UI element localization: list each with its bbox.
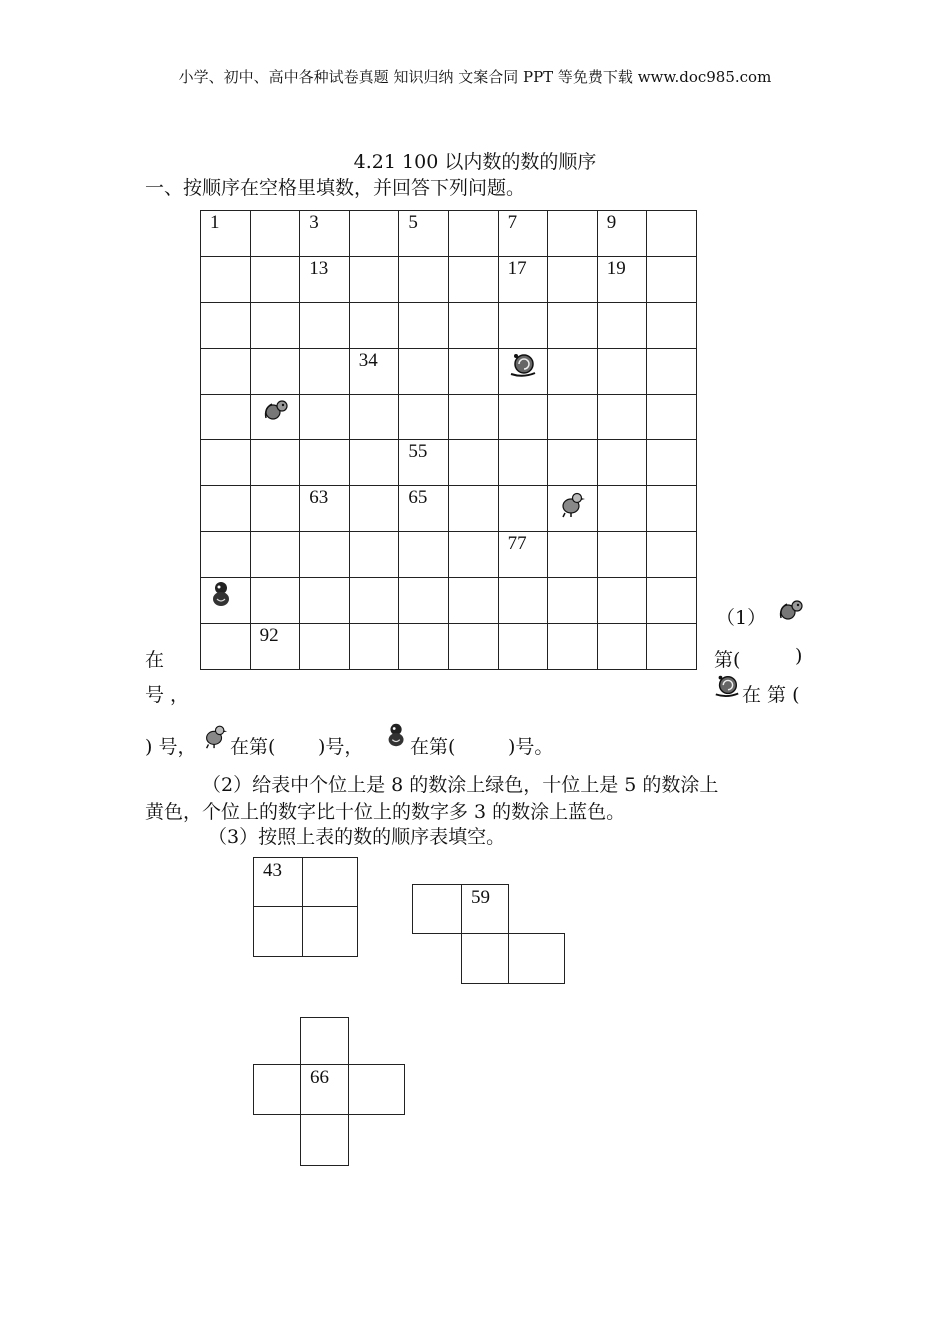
monkey-icon	[262, 396, 292, 426]
grid-cell	[548, 348, 598, 394]
grid-cell	[201, 624, 251, 670]
grid-cell	[647, 256, 697, 302]
grid-cell	[498, 486, 548, 532]
grid-cell	[448, 302, 498, 348]
grid-cell-value: 63	[309, 487, 329, 509]
grid-cell-value: 34	[358, 349, 378, 371]
grid-cell	[300, 624, 350, 670]
grid-cell	[201, 394, 251, 440]
grid-cell-value: 9	[606, 212, 617, 233]
grid-cell-value: 13	[309, 257, 329, 279]
grid-cell	[448, 486, 498, 532]
grid-cell	[300, 578, 350, 624]
grid-row	[201, 211, 697, 257]
grid-cell	[448, 624, 498, 670]
grid-cell	[498, 302, 548, 348]
grid-cell	[349, 302, 399, 348]
grid-cell-value: 5	[408, 212, 418, 233]
grid-cell	[448, 211, 498, 257]
grid-cell-value: 7	[507, 212, 518, 233]
grid-cell	[399, 348, 449, 394]
grid-cell	[201, 440, 251, 486]
grid-cell	[300, 394, 350, 440]
q1-text-line3e: )号。	[508, 736, 554, 758]
grid-cell	[201, 486, 251, 532]
section-heading: 一、按顺序在空格里填数，并回答下列问题。	[145, 177, 526, 199]
grid-cell	[597, 532, 647, 578]
bear-icon	[383, 720, 411, 750]
grid-cell	[597, 486, 647, 532]
grid-cell	[548, 394, 598, 440]
grid-cell	[349, 578, 399, 624]
grid-cell	[300, 440, 350, 486]
grid-cell	[597, 624, 647, 670]
grid-cell	[250, 440, 300, 486]
snail-icon	[713, 672, 741, 700]
grid-cell-value: 55	[408, 441, 428, 463]
grid-cell	[349, 624, 399, 670]
q2-line1: （2）给表中个位上是 8 的数涂上绿色，十位上是 5 的数涂上	[202, 774, 719, 796]
grid-cell	[548, 256, 598, 302]
grid-cell	[399, 486, 449, 532]
grid-cell	[498, 440, 548, 486]
grid-row	[201, 486, 697, 532]
fill-box	[253, 906, 303, 957]
fill-box	[461, 884, 509, 934]
grid-cell	[201, 302, 251, 348]
grid-cell	[349, 211, 399, 257]
grid-cell	[399, 578, 449, 624]
q3-text: （3）按照上表的数的顺序表填空。	[208, 826, 506, 848]
grid-cell	[498, 394, 548, 440]
grid-cell	[647, 211, 697, 257]
fill-value: 43	[263, 860, 282, 881]
grid-cell	[250, 348, 300, 394]
fill-box	[300, 1064, 349, 1115]
grid-cell-value: 77	[507, 533, 527, 555]
q1-text-line3c: )号，	[318, 736, 364, 758]
grid-cell	[250, 578, 300, 624]
grid-cell	[201, 211, 251, 257]
grid-cell	[349, 532, 399, 578]
grid-cell	[498, 578, 548, 624]
grid-cell	[548, 532, 598, 578]
grid-row	[201, 578, 697, 624]
grid-cell	[498, 532, 548, 578]
grid-cell	[548, 440, 598, 486]
q1-text-di: 第(	[714, 649, 741, 671]
grid-cell-value: 19	[606, 257, 626, 279]
grid-cell	[498, 211, 548, 257]
page-header: 小学、初中、高中各种试卷真题 知识归纳 文案合同 PPT 等免费下载 www.doc985.com	[178, 68, 772, 86]
grid-cell	[448, 532, 498, 578]
grid-row	[201, 348, 697, 394]
page-title: 4.21 100 以内数的数的顺序	[353, 151, 597, 173]
q1-text-line3a: ) 号，	[145, 736, 197, 758]
grid-cell	[647, 394, 697, 440]
grid-cell	[548, 624, 598, 670]
grid-cell	[399, 256, 449, 302]
grid-cell	[250, 532, 300, 578]
grid-cell	[647, 578, 697, 624]
fill-box	[300, 1114, 349, 1166]
grid-cell	[448, 440, 498, 486]
grid-cell	[250, 211, 300, 257]
grid-cell	[448, 348, 498, 394]
grid-row	[201, 532, 697, 578]
grid-cell	[597, 578, 647, 624]
grid-cell	[647, 348, 697, 394]
bird-icon	[200, 722, 230, 750]
grid-cell	[399, 302, 449, 348]
grid-cell	[597, 394, 647, 440]
fill-box	[348, 1064, 405, 1115]
grid-cell	[300, 302, 350, 348]
grid-cell	[548, 211, 598, 257]
grid-cell	[448, 394, 498, 440]
fill-box	[412, 884, 462, 934]
grid-cell	[399, 532, 449, 578]
bird-icon	[557, 489, 587, 519]
fill-value: 66	[310, 1067, 329, 1088]
grid-cell-value: 1	[210, 212, 220, 233]
grid-cell	[349, 440, 399, 486]
grid-row	[201, 624, 697, 670]
monkey-icon	[777, 596, 807, 626]
grid-cell	[597, 211, 647, 257]
grid-cell	[201, 348, 251, 394]
grid-cell	[250, 486, 300, 532]
q1-text-hao: 号 ，	[145, 684, 190, 706]
grid-cell	[597, 348, 647, 394]
grid-cell	[399, 211, 449, 257]
grid-cell	[300, 348, 350, 394]
grid-cell	[300, 256, 350, 302]
grid-cell	[250, 256, 300, 302]
grid-cell	[647, 532, 697, 578]
grid-cell	[448, 578, 498, 624]
q1-text-line3d: 在第(	[410, 736, 456, 758]
fill-box	[300, 1017, 349, 1065]
q1-label: （1）	[716, 607, 767, 629]
grid-cell	[597, 440, 647, 486]
grid-cell	[597, 256, 647, 302]
fill-box	[253, 1064, 301, 1115]
grid-cell	[300, 532, 350, 578]
grid-cell-value: 17	[507, 257, 527, 279]
fill-value: 59	[471, 887, 490, 908]
grid-cell	[548, 302, 598, 348]
grid-cell	[647, 440, 697, 486]
number-grid	[200, 210, 697, 670]
grid-cell	[647, 302, 697, 348]
grid-cell	[300, 211, 350, 257]
grid-cell-value: 92	[259, 625, 279, 647]
q1-text-close: )	[795, 645, 803, 667]
bear-icon	[207, 579, 237, 609]
q1-text-zai: 在	[145, 649, 165, 671]
grid-cell	[498, 256, 548, 302]
grid-cell	[399, 624, 449, 670]
grid-cell-value: 3	[309, 212, 319, 233]
grid-cell	[448, 256, 498, 302]
fill-box	[461, 933, 509, 984]
fill-box	[253, 857, 303, 907]
grid-cell	[349, 256, 399, 302]
grid-cell	[349, 394, 399, 440]
grid-row	[201, 256, 697, 302]
fill-box	[508, 933, 565, 984]
fill-box	[302, 857, 358, 907]
grid-cell	[548, 578, 598, 624]
grid-cell	[597, 302, 647, 348]
grid-cell	[399, 440, 449, 486]
grid-row	[201, 302, 697, 348]
fill-box	[302, 906, 358, 957]
grid-cell-value: 65	[408, 487, 428, 509]
grid-cell	[498, 624, 548, 670]
grid-cell	[201, 256, 251, 302]
grid-cell	[201, 532, 251, 578]
q1-text-line3b: 在第(	[230, 736, 276, 758]
q1-text-zaidi: 在 第 (	[742, 684, 800, 706]
snail-icon	[508, 350, 538, 380]
grid-cell	[349, 486, 399, 532]
q2-line2: 黄色，个位上的数字比十位上的数字多 3 的数涂上蓝色。	[145, 801, 626, 823]
grid-cell	[349, 348, 399, 394]
grid-cell	[250, 302, 300, 348]
grid-cell	[250, 624, 300, 670]
grid-cell	[647, 624, 697, 670]
grid-cell	[399, 394, 449, 440]
grid-cell	[300, 486, 350, 532]
grid-row	[201, 440, 697, 486]
grid-cell	[647, 486, 697, 532]
